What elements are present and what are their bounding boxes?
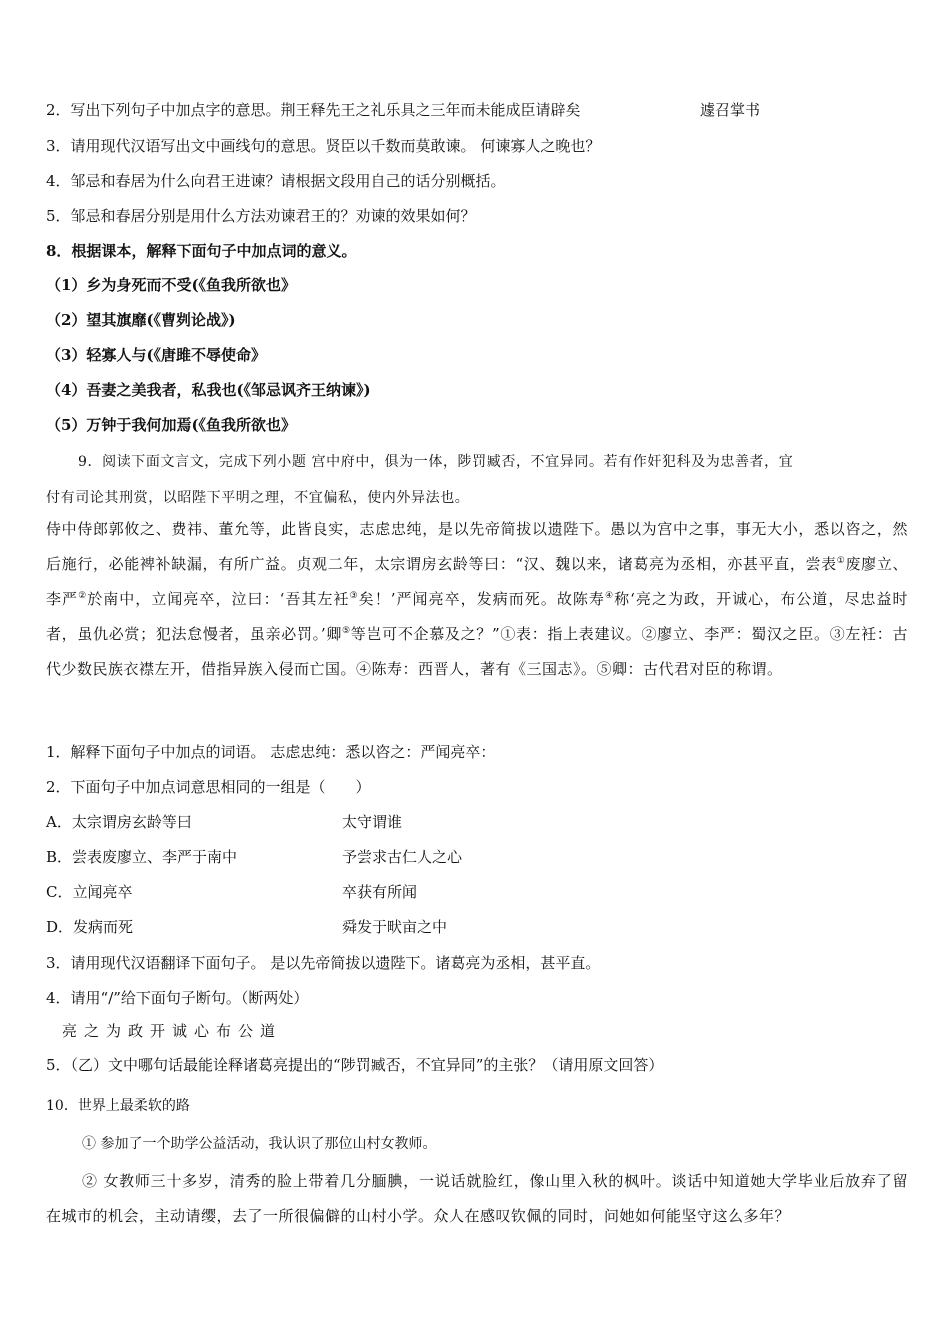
passage-text-b: 废廖立、李严 (46, 555, 908, 608)
option-d (46, 917, 448, 937)
question-3: 3．请用现代汉语写出文中画线句的意思。贤臣以千数而莫敢谏。 何谏寡人之晚也？ (46, 137, 601, 155)
option-d-right: 舜发于畎亩之中 (342, 918, 448, 936)
option-c-right: 卒获有所闻 (342, 883, 418, 901)
footnote-marker-5: ⑤ (342, 626, 351, 636)
option-a-left: A．太宗谓房玄龄等曰 (46, 813, 192, 831)
question-8-item-5: （5）万钟于我何加焉(《鱼我所欲也》 (46, 416, 297, 434)
question-10-paragraph-2: ② 女教师三十多岁，清秀的脸上带着几分腼腆，一说话就脸红，像山里入秋的枫叶。谈话中知道她大学毕业后放弃了留在城市的机会，主动请缨，去了一所很偏僻的山村小学。众人在感叹钦佩的同时，问她如何能坚守这么多年？ (46, 1172, 908, 1225)
footnote-marker-2: ② (78, 591, 88, 601)
question-5: 5．邹忌和春居分别是用什么方法劝谏君王的？劝谏的效果如何？ (46, 207, 476, 225)
question-9-sub-2: 2．下面句子中加点词意思相同的一组是（ ） (46, 778, 371, 796)
question-9-intro-line-1: 9．阅读下面文言文，完成下列小题 宫中府中，俱为一体，陟罚臧否，不宜异同。若有作奸犯科及为忠善者，宜 (78, 454, 794, 470)
question-8-item-4: （4）吾妻之美我者，私我也(《邹忌讽齐王纳谏》) (46, 381, 371, 399)
option-d-left: D．发病而死 (46, 918, 134, 936)
question-9-passage (46, 512, 908, 687)
option-b-left: B．尝表废廖立、李严于南中 (46, 848, 238, 866)
question-9-sub-1: 1．解释下面句子中加点的词语。 志虑忠纯：悉以咨之：严闻亮卒： (46, 743, 496, 761)
question-10-paragraph-1: ① 参加了一个助学公益活动，我认识了那位山村女教师。 (82, 1136, 437, 1152)
question-8-item-2: （2）望其旗靡(《曹刿论战》) (46, 311, 236, 329)
question-8-heading: 8．根据课本，解释下面句子中加点词的意义。 (46, 242, 357, 260)
option-c-left: C．立闻亮卒 (46, 883, 133, 901)
option-b-right: 予尝求古仁人之心 (342, 848, 463, 866)
question-9-sub-5: 5．（乙）文中哪句话最能诠释诸葛亮提出的“陟罚臧否，不宜异同”的主张？（请用原文回答） (46, 1056, 664, 1074)
footnote-marker-3: ③ (349, 591, 359, 601)
question-4: 4．邹忌和春居为什么向君王进谏？请根据文段用自己的话分别概括。 (46, 172, 506, 190)
passage-text-f: 等岂可不企慕及之？”①表：指上表建议。②廖立、李严：蜀汉之臣。③左衽：古代少数民族衣襟左开，借指异族入侵而亡国。④陈寿：西晋人，著有《三国志》。⑤卿：古代君对臣的称谓。 (46, 625, 908, 678)
question-8-item-1: （1）乡为身死而不受(《鱼我所欲也》 (46, 276, 297, 294)
question-9-intro-line-2: 付有司论其刑赏，以昭陛下平明之理，不宜偏私，使内外异法也。 (46, 490, 470, 506)
question-10-heading: 10．世界上最柔软的路 (46, 1098, 190, 1114)
punctuation-sentence: 亮之为政开诚心布公道 (62, 1022, 283, 1040)
question-9-sub-3: 3．请用现代汉语翻译下面句子。 是以先帝简拔以遗陛下。诸葛亮为丞相，甚平直。 (46, 954, 601, 972)
question-2-line (46, 100, 761, 120)
question-10-paragraph-2-block (46, 1164, 908, 1234)
passage-text-d: 矣！’严闻亮卒，发病而死。故陈寿 (358, 590, 605, 608)
passage-text-c: 於南中，立闻亮卒，泣曰：‘吾其左衽 (87, 590, 350, 608)
passage-text-e: 称‘亮之为政，开诚心，布公道，尽忠益时者，虽仇必赏；犯法怠慢者，虽亲必罚。’卿 (46, 590, 908, 643)
option-c (46, 882, 418, 902)
question-2-text: 2．写出下列句子中加点字的意思。荆王释先王之礼乐具之三年而未能成臣请辟矣 (46, 101, 581, 119)
option-a (46, 812, 403, 832)
option-b (46, 847, 463, 867)
passage-text-a: 侍中侍郎郭攸之、费祎、董允等，此皆良实，志虑忠纯，是以先帝简拔以遗陛下。愚以为宫中之事，事无大小，悉以咨之，然后施行，必能裨补缺漏，有所广益。贞观二年，太宗谓房玄龄等曰：“汉、魏以来，诸葛亮为丞相，亦甚平直，尝表 (46, 520, 908, 573)
footnote-marker-4: ④ (604, 591, 615, 601)
question-2-tail: 遽召掌书 (700, 101, 761, 119)
footnote-marker-1: ① (836, 556, 846, 566)
option-a-right: 太守谓谁 (342, 813, 403, 831)
question-8-item-3: （3）轻寡人与(《唐雎不辱使命》 (46, 346, 267, 364)
question-9-sub-4: 4．请用“/”给下面句子断句。（断两处） (46, 989, 309, 1007)
